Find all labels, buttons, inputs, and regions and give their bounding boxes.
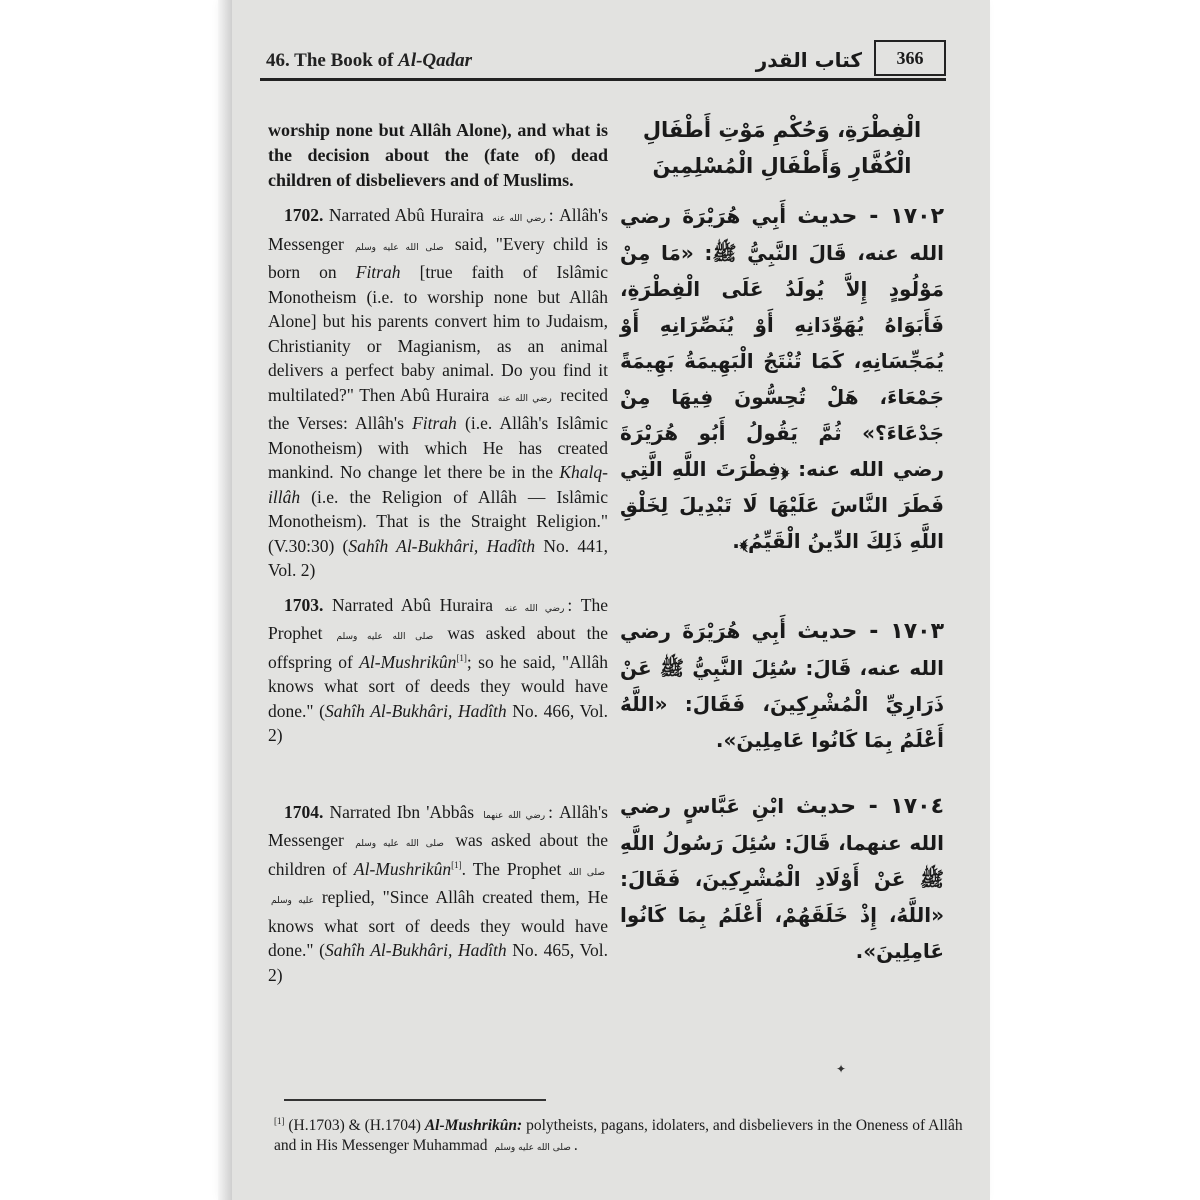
footnote: [1] (H.1703) & (H.1704) Al-Mushrikûn: polytheists, pagans, idolaters, and disbelievers in the Oneness of Allâh and in His Messenger Muhammad صلى الله عليه وسلم . <box>274 1115 963 1154</box>
footnote-marker: [1] <box>451 859 462 870</box>
hadith-1704-english: 1704. Narrated Ibn 'Abbâs رضي الله عنهما : Allâh's Messenger صلى الله عليه وسلم was asked about the children of Al-Mushrikûn[1]. The Prophet صلى الله عليه وسلم replied, "Since Allâh created them, He knows what sort of deeds they would have done." (Sahîh Al-Bukhâri, Hadîth No. 465, Vol. 2) <box>268 801 608 985</box>
footnote-rule <box>284 1099 546 1101</box>
hadith-1702-english: 1702. Narrated Abû Huraira رضي الله عنه : Allâh's Messenger صلى الله عليه وسلم said, "Every child is born on Fitrah [true faith of Islâmic Monotheism (i.e. to worship none but Allâh Alone] but his parents convert him to Judaism, Christianity or Magianism, as an animal delivers a perfect baby animal. Do you find it multilated?" Then Abû Huraira رضي الله عنه recited the Verses: Allâh's Fitrah (i.e. Allâh's Islâmic Monotheism) with which He has created mankind. No change let there be in the Khalq-illâh (i.e. the Religion of Allâh — Islâmic Monotheism). That is the Straight Religion." (V.30:30) (Sahîh Al-Bukhâri, Hadîth No. 441, Vol. 2) <box>268 205 608 580</box>
hadith-1702-arabic: ١٧٠٢ - حديث أَبِي هُرَيْرَةَ رضي الله عنه، قَالَ النَّبِيُّ ﷺ: «مَا مِنْ مَوْلُودٍ إِلاَّ يُولَدُ عَلَى الْفِطْرَةِ، فَأَبَوَاهُ يُهَوِّدَانِهِ أَوْ يُنَصِّرَانِهِ أَوْ يُمَجِّسَانِهِ، كَمَا تُنْتَجُ الْبَهِيمَةُ بَهِيمَةً جَمْعَاءَ، هَلْ تُحِسُّونَ فِيهَا مِنْ جَدْعَاءَ؟» ثُمَّ يَقُولُ أَبُو هُرَيْرَةَ رضي الله عنه: ﴿فِطْرَتَ اللَّهِ الَّتِي فَطَرَ النَّاسَ عَلَيْهَا لَا تَبْدِيلَ لِخَلْقِ اللَّهِ ذَلِكَ الدِّينُ الْقَيِّمُ﴾. <box>620 204 944 553</box>
header-rule <box>260 78 946 81</box>
section-end-ornament: ✦ <box>836 1062 847 1076</box>
hadith-1704-arabic: ١٧٠٤ - حديث ابْنِ عَبَّاسٍ رضي الله عنهما، قَالَ: سُئِلَ رَسُولُ اللَّهِ ﷺ عَنْ أَوْلَادِ الْمُشْرِكِينَ، فَقَالَ: «اللَّهُ، إِذْ خَلَقَهُمْ، أَعْلَمُ بِمَا كَانُوا عَامِلِينَ». <box>620 794 944 963</box>
arabic-book-title: كتاب القدر <box>755 48 862 72</box>
arabic-chapter-heading: الْفِطْرَةِ، وَحُكْمِ مَوْتِ أَطْفَالِ الْكُفَّارِ وَأَطْفَالِ الْمُسْلِمِينَ <box>642 118 922 178</box>
page-header <box>260 40 946 80</box>
hadith-1703-english: 1703. Narrated Abû Huraira رضي الله عنه : The Prophet صلى الله عليه وسلم was asked about the offspring of Al-Mushrikûn[1]; so he said, "Allâh knows what sort of deeds they would have done." (Sahîh Al-Bukhâri, Hadîth No. 466, Vol. 2) <box>268 594 609 745</box>
page-number: 366 <box>874 40 946 76</box>
footnote-marker: [1] <box>456 652 467 663</box>
running-title-italic: Al-Qadar <box>398 50 473 71</box>
english-column <box>268 118 608 987</box>
hadith-1703-arabic: ١٧٠٣ - حديث أَبِي هُرَيْرَةَ رضي الله عنه، قَالَ: سُئِلَ النَّبِيُّ ﷺ عَنْ ذَرَارِيِّ الْمُشْرِكِينَ، فَقَالَ: «اللَّهُ أَعْلَمُ بِمَا كَانُوا عَامِلِينَ». <box>620 619 944 752</box>
running-title: 46. The Book of Al-Qadar <box>266 50 473 71</box>
english-chapter-heading: worship none but Allâh Alone), and what is the decision about the (fate of) dead children of disbelievers and of Muslims. <box>268 120 608 190</box>
arabic-column <box>620 112 944 969</box>
